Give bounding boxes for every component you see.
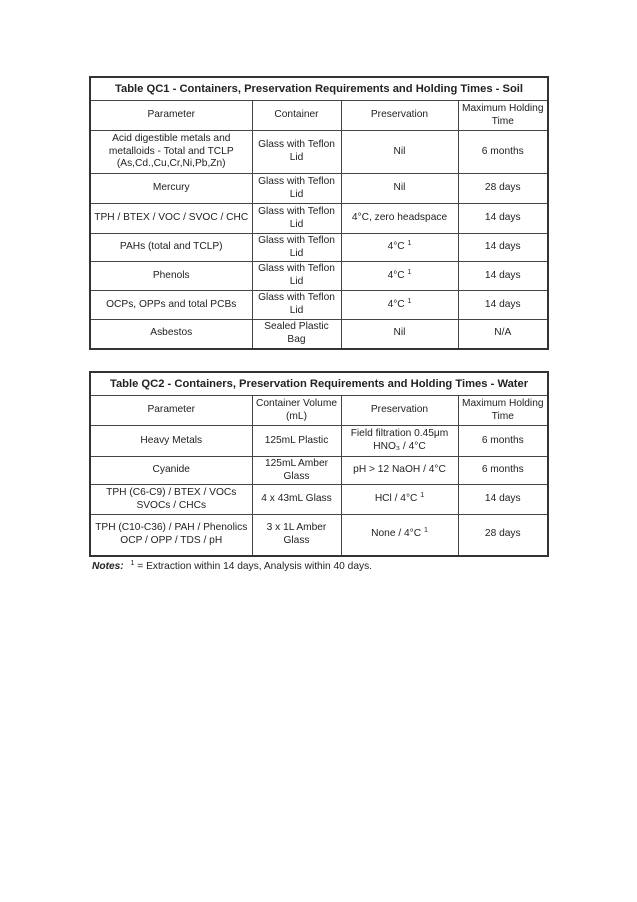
table-row [90,515,548,556]
column-header: Preservation [341,101,458,131]
preservation-cell: Field filtration 0.45μm HNO₃ / 4°C [341,426,458,457]
preservation-cell: 4°C $^1$ [341,291,458,320]
holding-time-cell: 14 days [458,485,548,515]
holding-time-cell: 6 months [458,131,548,174]
parameter-cell: TPH (C6-C9) / BTEX / VOCs SVOCs / CHCs [90,485,252,515]
parameter-cell: TPH (C10-C36) / PAH / Phenolics OCP / OPP / TDS / pH [90,515,252,556]
holding-time-cell: 14 days [458,234,548,262]
parameter-cell: TPH / BTEX / VOC / SVOC / CHC [90,204,252,234]
container-cell: Glass with Teflon Lid [252,131,341,174]
holding-time-cell: 6 months [458,457,548,485]
parameter-cell: Heavy Metals [90,426,252,457]
column-header: Preservation [341,396,458,426]
preservation-cell: Nil [341,174,458,204]
preservation-cell: pH > 12 NaOH / 4°C [341,457,458,485]
container-cell: Glass with Teflon Lid [252,204,341,234]
column-header: Container [252,101,341,131]
notes-text: = Extraction within 14 days, Analysis within 40 days. [134,561,372,572]
table-row [90,234,548,262]
holding-time-cell: 6 months [458,426,548,457]
preservation-cell: Nil [341,131,458,174]
column-header: Parameter [90,101,252,131]
parameter-cell: Asbestos [90,320,252,349]
container-cell: 3 x 1L Amber Glass [252,515,341,556]
table-header-row [90,101,548,131]
container-cell: Sealed Plastic Bag [252,320,341,349]
container-cell: 125mL Plastic [252,426,341,457]
column-header: Parameter [90,396,252,426]
column-header: Maximum Holding Time [458,396,548,426]
parameter-cell: Cyanide [90,457,252,485]
holding-time-cell: 14 days [458,291,548,320]
holding-time-cell: 28 days [458,174,548,204]
preservation-cell: Nil [341,320,458,349]
soil-holding-times-table [89,76,549,350]
parameter-cell: Mercury [90,174,252,204]
holding-time-cell: 28 days [458,515,548,556]
table-row [90,320,548,349]
table-notes [92,561,372,572]
container-cell: Glass with Teflon Lid [252,262,341,291]
table-title: Table QC1 - Containers, Preservation Requirements and Holding Times - Soil [90,77,548,101]
container-cell: Glass with Teflon Lid [252,291,341,320]
table-row [90,485,548,515]
table-row [90,204,548,234]
footnote-marker: 1 [130,560,135,567]
container-cell: 125mL Amber Glass [252,457,341,485]
table-row [90,262,548,291]
table-row [90,131,548,174]
notes-label: Notes: [92,561,124,572]
preservation-cell: None / 4°C $^1$ [341,515,458,556]
water-holding-times-table [89,371,549,557]
container-cell: 4 x 43mL Glass [252,485,341,515]
parameter-cell: OCPs, OPPs and total PCBs [90,291,252,320]
parameter-cell: PAHs (total and TCLP) [90,234,252,262]
table-header-row [90,396,548,426]
table-row [90,426,548,457]
holding-time-cell: N/A [458,320,548,349]
table-row [90,457,548,485]
container-cell: Glass with Teflon Lid [252,234,341,262]
preservation-cell: 4°C $^1$ [341,262,458,291]
holding-time-cell: 14 days [458,204,548,234]
parameter-cell: Acid digestible metals and metalloids - Total and TCLP (As,Cd.,Cu,Cr,Ni,Pb,Zn) [90,131,252,174]
parameter-cell: Phenols [90,262,252,291]
table-row [90,291,548,320]
holding-time-cell: 14 days [458,262,548,291]
table-title: Table QC2 - Containers, Preservation Requirements and Holding Times - Water [90,372,548,396]
column-header: Container Volume (mL) [252,396,341,426]
table-row [90,174,548,204]
container-cell: Glass with Teflon Lid [252,174,341,204]
preservation-cell: 4°C, zero headspace [341,204,458,234]
preservation-cell: 4°C $^1$ [341,234,458,262]
column-header: Maximum Holding Time [458,101,548,131]
preservation-cell: HCl / 4°C $^1$ [341,485,458,515]
